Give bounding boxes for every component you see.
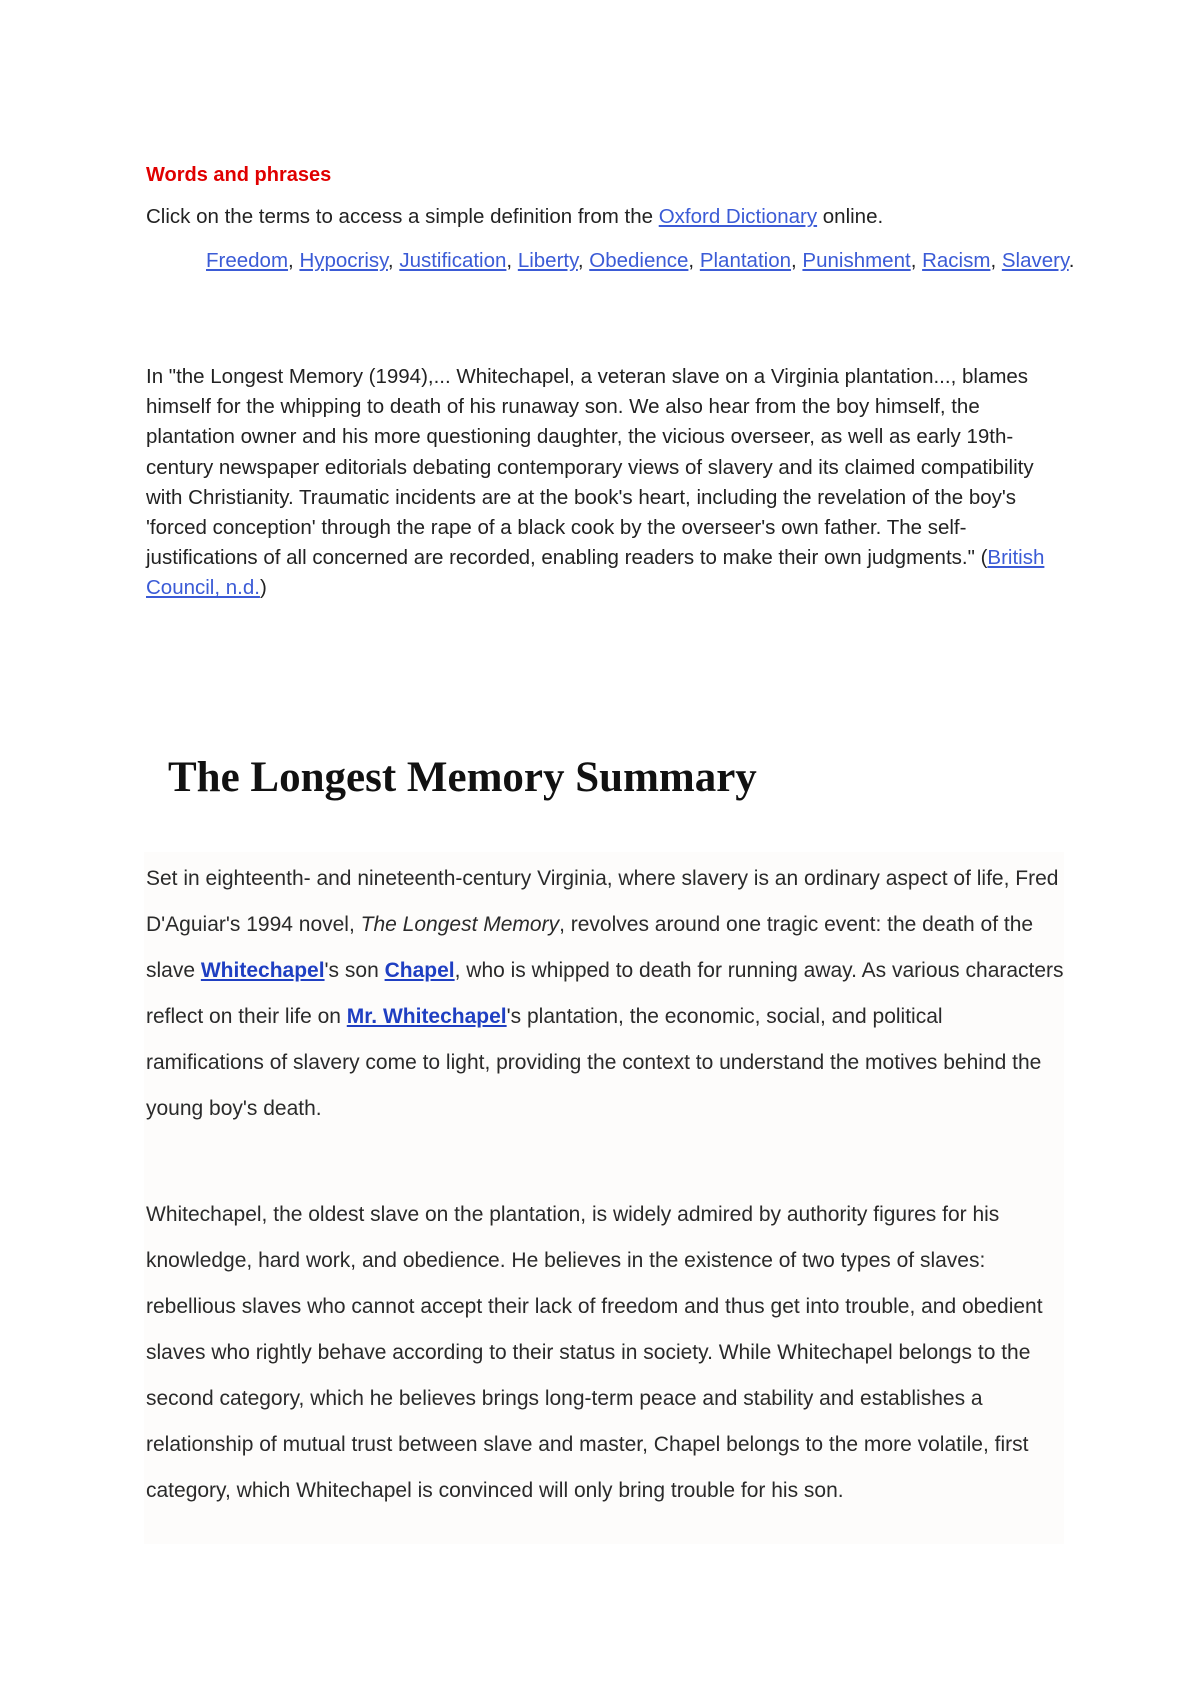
term-link-racism[interactable]: Racism (922, 249, 991, 272)
term-separator: , (288, 249, 300, 272)
summary-text: , who is whipped to death for running away. As various characters reflect on their life on (146, 959, 1064, 1028)
term-link-punishment[interactable]: Punishment (802, 249, 911, 272)
term-link-hypocrisy[interactable]: Hypocrisy (299, 249, 388, 272)
term-link-freedom[interactable]: Freedom (206, 249, 289, 272)
dictionary-intro (146, 203, 1066, 231)
mr-whitechapel-link[interactable]: Mr. Whitechapel (346, 1005, 507, 1028)
term-link-plantation[interactable]: Plantation (699, 249, 792, 272)
term-link-obedience[interactable]: Obedience (589, 249, 689, 272)
term-separator: , (387, 249, 400, 272)
term-separator: , (688, 249, 700, 272)
quote-text: In "the Longest Memory (1994),... Whitechapel, a veteran slave on a Virginia plantation..., blames himself for the whipping to death of his runaway son. We also hear from the boy himself, the plantation owner and his more questioning daughter, the vicious overseer, as well as early 19th-century newspaper editorials debating contemporary views of slavery and its claimed compatibility with Christianity. Traumatic incidents are at the book's heart, including the revelation of the boy's 'forced conception' through the rape of a black cook by the overseer's own father. The self-justifications of all concerned are recorded, enabling readers to make their own judgments." ( (146, 365, 1034, 570)
intro-text-before: Click on the terms to access a simple definition from the (146, 205, 659, 228)
oxford-dictionary-link[interactable]: Oxford Dictionary (658, 205, 818, 228)
term-separator: , (506, 249, 518, 272)
term-link-liberty[interactable]: Liberty (517, 249, 578, 272)
book-title: The Longest Memory (360, 913, 560, 936)
term-link-slavery[interactable]: Slavery (1001, 249, 1069, 272)
summary-paragraph-1 (146, 856, 1064, 1132)
summary-paragraph-2: Whitechapel, the oldest slave on the plantation, is widely admired by authority figures for his knowledge, hard work, and obedience. He believes in the existence of two types of slaves: rebellious slaves who cannot accept their lack of freedom and thus get into trouble, and obedient slaves who rightly behave according to their status in society. While Whitechapel belongs to the second category, which he believes brings long-term peace and stability and establishes a relationship of mutual trust between slave and master, Chapel belongs to the more volatile, first category, which Whitechapel is convinced will only bring trouble for his son. (146, 1203, 1043, 1502)
intro-text-after: online. (817, 205, 884, 228)
summary-text: , revolves around one tragic event: the death of the slave (146, 913, 1034, 982)
quote-closing: ) (259, 576, 267, 600)
chapel-link[interactable]: Chapel (384, 959, 455, 982)
summary-text: 's plantation, the economic, social, and political ramifications of slavery come to light, providing the context to understand the motives behind the young boy's death. (146, 1005, 1042, 1120)
term-separator: , (990, 249, 1002, 272)
words-and-phrases-heading: Words and phrases (146, 164, 332, 186)
terms-end: . (1068, 249, 1075, 272)
summary-text: 's son (324, 959, 385, 982)
british-council-citation-link[interactable]: British Council, n.d. (146, 546, 1045, 600)
british-council-quote (146, 362, 1062, 604)
term-separator: , (791, 249, 803, 272)
terms-list (206, 247, 1076, 275)
whitechapel-link[interactable]: Whitechapel (200, 959, 325, 982)
summary-text: Set in eighteenth- and nineteenth-century Virginia, where slavery is an ordinary aspect of life, Fred D'Aguiar's 1994 novel, (146, 867, 1059, 936)
term-separator: , (577, 249, 590, 272)
summary-title: The Longest Memory Summary (168, 754, 757, 801)
term-separator: , (910, 249, 923, 272)
term-link-justification[interactable]: Justification (399, 249, 507, 272)
